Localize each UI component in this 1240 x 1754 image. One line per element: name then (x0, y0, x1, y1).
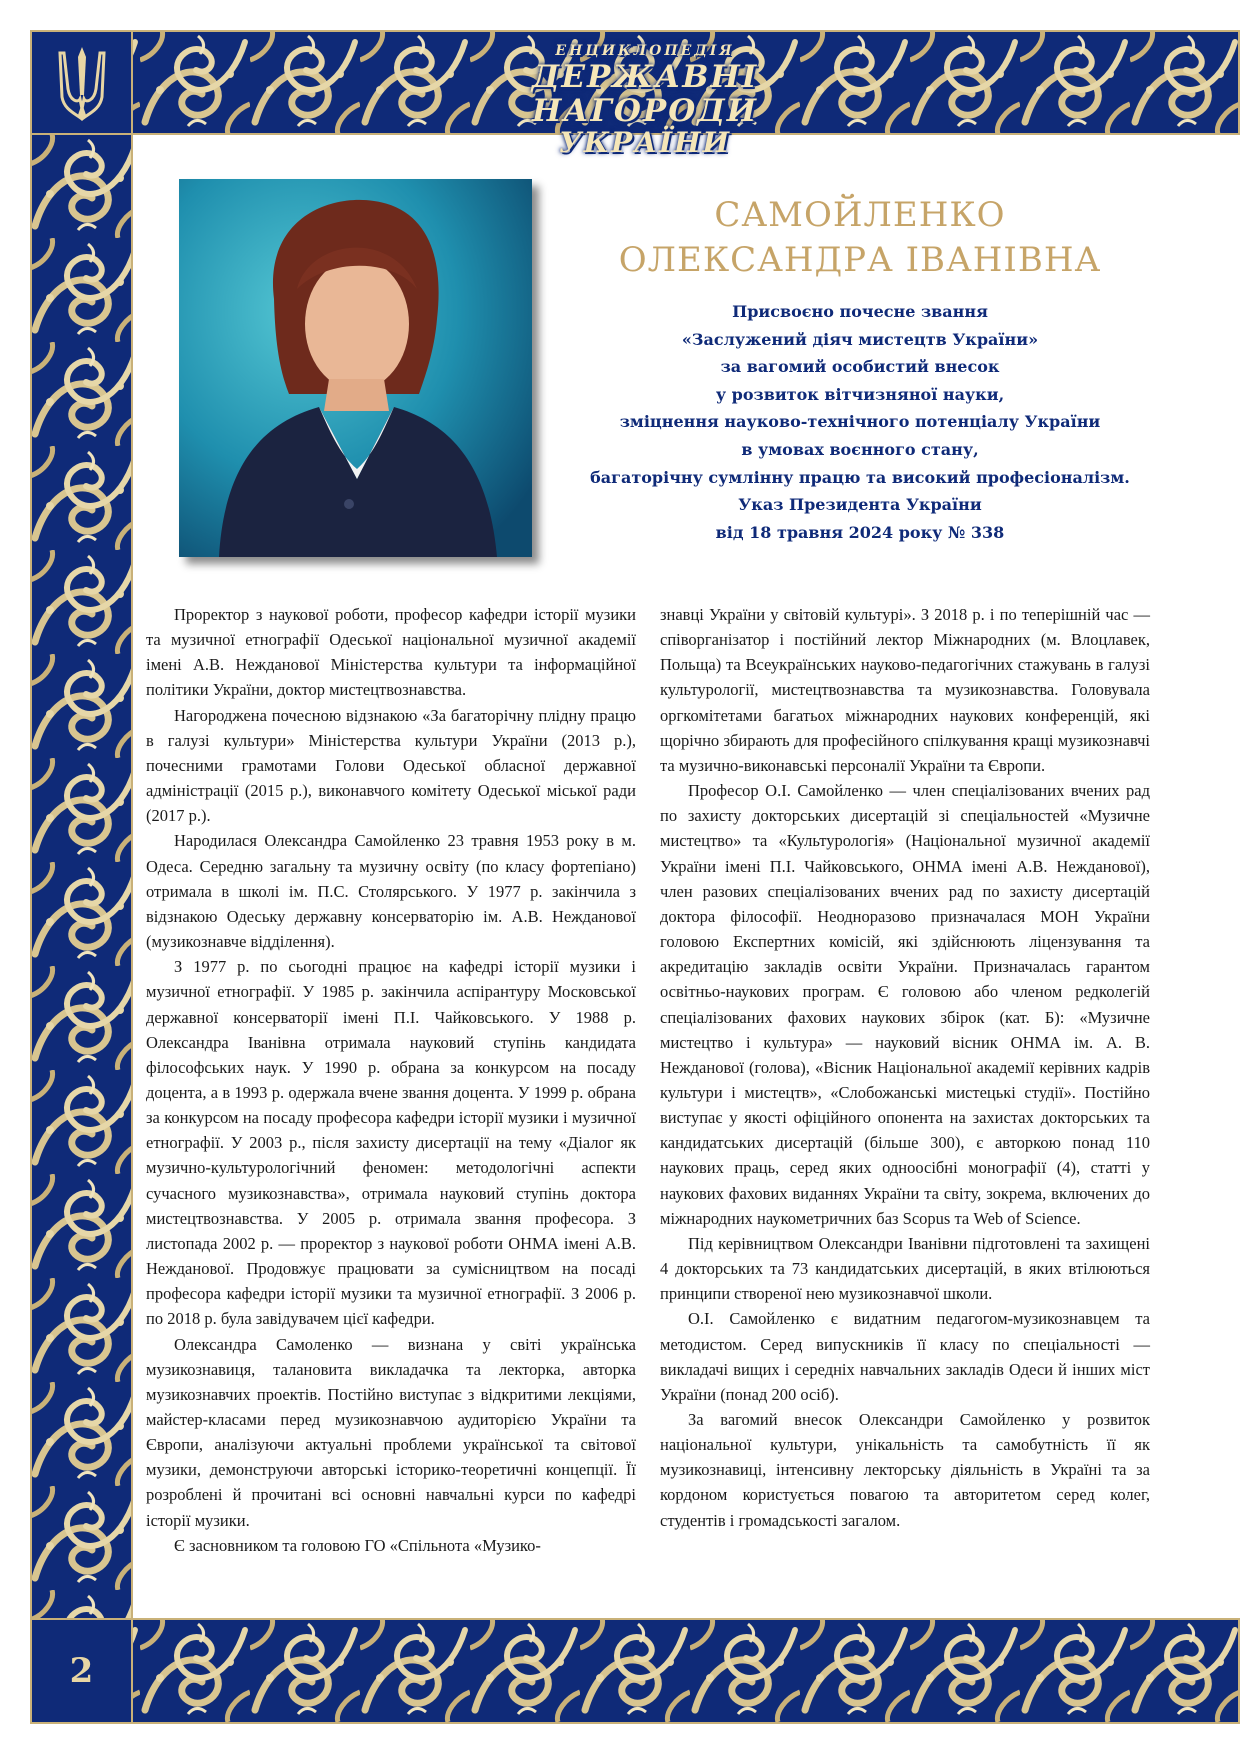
person-name (590, 193, 1130, 283)
paragraph: Народилася Олександра Самойленко 23 травня 1953 року в м. Одеса. Середню загальну та музичну освіту (по класу фортепіано) отримала в школі ім. П.С. Столярського. У 1977 р. закінчила з відзнакою Одеську державну консерваторію ім. А.В. Нежданової (музикознавче відділення). (146, 831, 636, 952)
decree-line: у розвиток вітчизняної науки, (715, 384, 1005, 404)
decree-line: Указ Президента України (738, 495, 982, 515)
encyclopedia-banner (440, 42, 850, 159)
paragraph: знавці України у світовій культурі». З 2018 р. і по теперішній час — співорганізатор і постійний лектор Міжнародних (м. Влоцлавек, Польща) та Всеукраїнських науково-педагогічних стажувань в галузі культурології, мистецтвознавства та музикознавства. Головувала оргкомітетами багатьох міжнародних наукових конференцій, які щорічно збирають для професійного спілкування кращі музикознавчі та музично-виконавські персоналії України та Європи. (660, 605, 1150, 775)
person-given-names: ОЛЕКСАНДРА ІВАНІВНА (618, 240, 1102, 280)
paragraph: Нагороджена почесною відзнакою «За багаторічну плідну працю в галузі культури» Міністерства культури України (2013 р.), почесними грамотами Голови Одеської обласної державної адміністрації (2015 р.), виконавчого комітету Одеської міської ради (2017 р.). (146, 705, 636, 826)
decree-line: Присвоєно почесне звання (732, 302, 988, 321)
banner-line-3: УКРАЇНИ (558, 126, 732, 159)
banner-line-1: ЕНЦИКЛОПЕДІЯ (555, 43, 735, 59)
paragraph: Олександра Самоленко — визнана у світі українська музикознавиця, талановита викладачка та лекторка, авторка музикознавчих проектів. Постійно виступає з відкритими лекціями, майстер-класами перед музикознавчою аудиторією України та Європи, аналізуючи актуальні проблеми української та світової музики, демонструючи авторські історико-теоретичні концепції. Її розроблені й прочитані всі основні навчальні курси по кафедрі історії музики. (146, 1334, 636, 1530)
decree-line: в умовах воєнного стану, (741, 439, 979, 459)
portrait-photo (179, 179, 532, 557)
person-surname: САМОЙЛЕНКО (714, 195, 1006, 235)
page-number-box (30, 1618, 133, 1724)
decree-line: зміцнення науково-технічного потенціалу України (619, 412, 1101, 432)
trident-emblem-icon (54, 43, 110, 123)
award-decree (582, 298, 1138, 546)
biography-column-left (146, 602, 636, 1558)
decree-line: багаторічну сумлінну працю та високий професіоналізм. (590, 467, 1130, 487)
paragraph: Проректор з наукової роботи, професор кафедри історії музики та музичної етнографії Одеської національної музичної академії імені А.В. Нежданової Міністерства культури та інформаційної політики України, доктор мистецтвознавства. (146, 605, 636, 700)
decree-line: «Заслужений діяч мистецтв України» (681, 329, 1039, 349)
paragraph: З 1977 р. по сьогодні працює на кафедрі історії музики і музичної етнографії. У 1985 р. закінчила аспірантуру Московської державної консерваторії імені П.І. Чайковського. У 1988 р. Олександра Іванівна отримала науковий ступінь кандидата філософських наук. У 1990 р. обрана за конкурсом на посаду доцента, а в 1993 р. одержала вчене звання доцента. У 1999 р. обрана за конкурсом на посаду професора кафедри історії музики і музичної етнографії. У 2003 р., після захисту дисертації на тему «Діалог як музично-культурологічний феномен: методологічні аспекти сучасного музикознавства», отримала науковий ступінь доктора мистецтвознавства. У 2005 р. отримала звання професора. З листопада 2002 р. — проректор з наукової роботи ОНМА імені А.В. Нежданової. Продовжує працювати за сумісництвом на посаді професора кафедри історії музики та музичної етнографії. З 2006 р. по 2018 р. була завідувачем цієї кафедри. (146, 957, 636, 1329)
decree-line: за вагомий особистий внесок (720, 357, 1000, 377)
paragraph: Є засновником та головою ГО «Спільнота «Музико- (174, 1535, 541, 1555)
emblem-box (30, 30, 133, 135)
ornamental-frame-bottom (30, 1618, 1240, 1724)
decree-line: від 18 травня 2024 року № 338 (715, 522, 1005, 542)
paragraph: Професор О.І. Самойленко — член спеціалізованих вчених рад по захисту докторських дисертацій зі спеціальностей «Музичне мистецтво» та «Культурологія» (Національної музичної академії України імені П.І. Чайковського, ОНМА імені А.В. Нежданової), член разових спеціалізованих вчених рад по захисту дисертацій доктора філософії. Неодноразово призначалася МОН України головою Експертних комісій, які здійснюють ліцензування та акредитацію закладів освіти України. Призначалась гарантом освітньо-наукових програм. Є головою або членом редколегій спеціалізованих фахових наукових збірок (кат. Б): «Музичне мистецтво і культура» — науковий вісник ОНМА ім. А. В. Нежданової (голова), «Вісник Національної академії керівних кадрів культури і мистецтв», «Слобожанські мистецькі студії». Постійно виступає у якості офіційного опонента на захистах докторських та кандидатських дисертацій (більше 300), є авторкою понад 110 наукових праць, серед яких одноосібні монографії (4), статті у наукових фахових виданнях України та світу, зокрема, включених до міжнародних наукометричних баз Scopus та Web of Science. (660, 781, 1150, 1228)
biography-column-right (660, 602, 1150, 1533)
page-number: 2 (69, 1651, 94, 1691)
paragraph: О.І. Самойленко є видатним педагогом-музикознавцем та методистом. Серед випускників її класу по спеціальності — викладачі вищих і середніх навчальних закладів Одеси й інших міст України (понад 200 осіб). (660, 1309, 1150, 1404)
banner-line-2: ДЕРЖАВНІ НАГОРОДИ (531, 59, 759, 129)
paragraph: За вагомий внесок Олександри Самойленко у розвиток національної культури, унікальність та самобутність її як музикознавиці, інтенсивну лекторську діяльність в Україні та за кордоном користується повагою та авторитетом серед колег, студентів і громадськості загалом. (660, 1410, 1150, 1530)
paragraph: Під керівництвом Олександри Іванівни підготовлені та захищені 4 докторських та 73 кандидатських дисертацій, в яких втілюються принципи створеної нею музикознавчої школи. (660, 1233, 1150, 1304)
ornamental-frame-left (30, 30, 133, 1724)
